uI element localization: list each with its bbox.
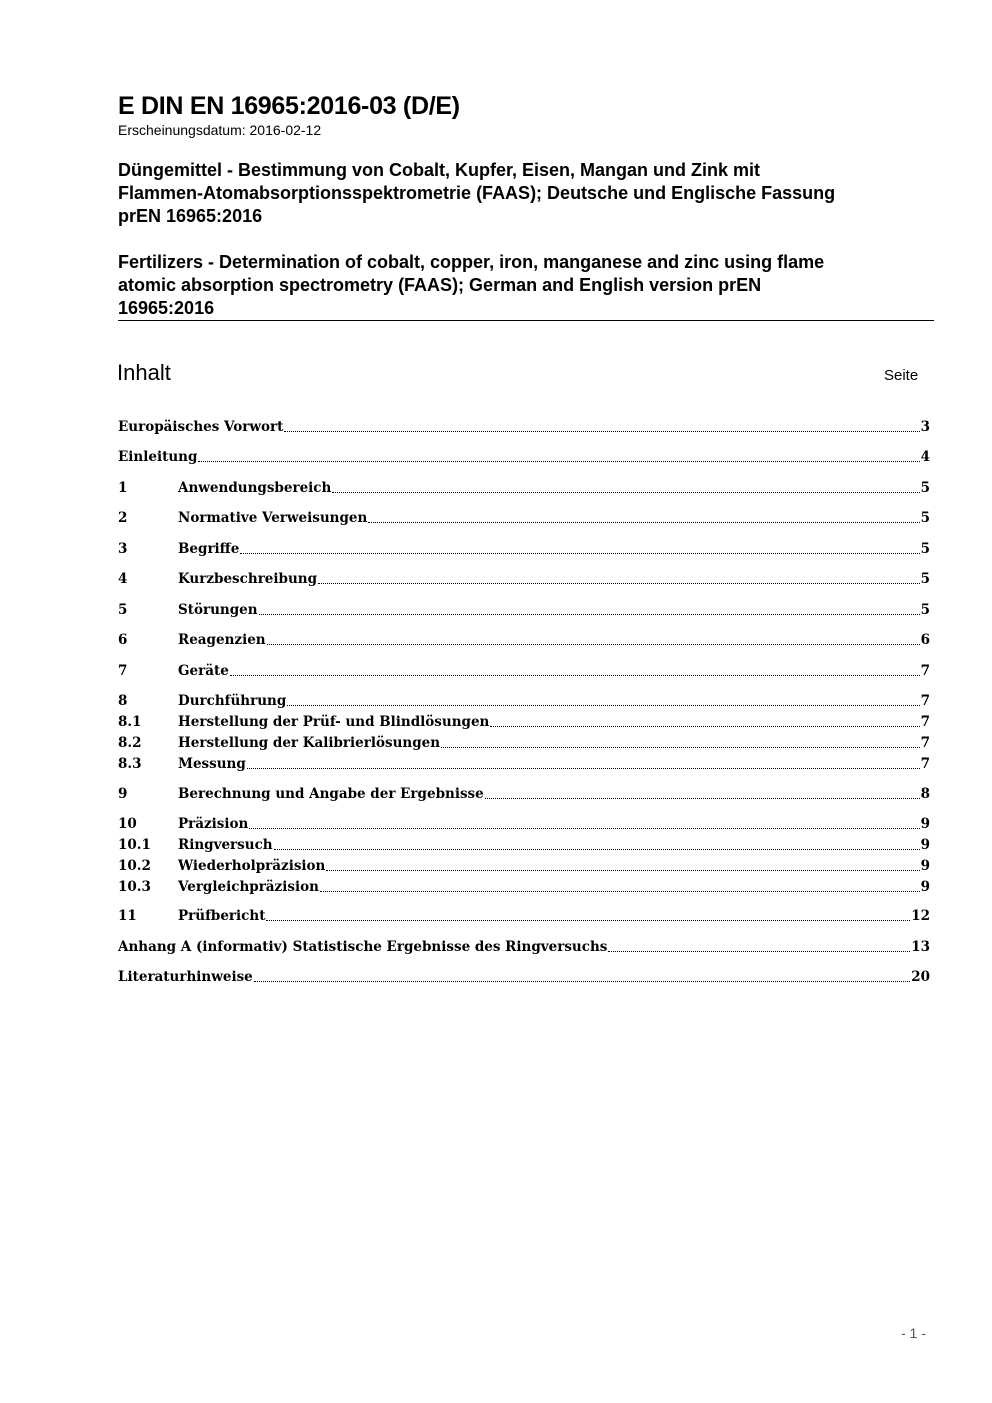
toc-entry-title: Normative Verweisungen <box>178 510 368 526</box>
toc-entry-number: 6 <box>118 632 128 648</box>
toc-dot-leader <box>249 827 919 829</box>
toc-entry[interactable] <box>118 478 930 498</box>
toc-entry[interactable] <box>118 508 930 528</box>
toc-entry-title: Geräte <box>178 663 229 679</box>
toc-entry-title: Störungen <box>178 602 258 618</box>
toc-dot-leader <box>287 704 919 706</box>
toc-entry-number: 9 <box>118 786 128 802</box>
toc-entry-title: Einleitung <box>118 449 198 465</box>
toc-entry-page: 9 <box>920 879 930 895</box>
toc-entry-page: 9 <box>920 858 930 874</box>
toc-entry[interactable] <box>118 691 930 711</box>
toc-dot-leader <box>247 767 920 769</box>
toc-dot-leader <box>332 491 919 493</box>
toc-entry[interactable] <box>118 754 930 774</box>
toc-entry-number: 10.2 <box>118 858 151 874</box>
toc-entry-page: 4 <box>920 449 930 465</box>
document-id: E DIN EN 16965:2016-03 (D/E) <box>118 92 460 120</box>
toc-dot-leader <box>320 890 920 892</box>
toc-dot-leader <box>441 746 920 748</box>
toc-dot-leader <box>240 552 919 554</box>
toc-entry-page: 20 <box>911 969 930 985</box>
toc-entry[interactable] <box>118 600 930 620</box>
toc-entry-title: Anwendungsbereich <box>178 480 332 496</box>
german-title-line: Düngemittel - Bestimmung von Cobalt, Kupfer, Eisen, Mangan und Zink mit <box>118 160 761 180</box>
toc-entry-title: Kurzbeschreibung <box>178 571 318 587</box>
toc-entry[interactable] <box>118 835 930 855</box>
toc-entry-number: 3 <box>118 541 128 557</box>
toc-entry-page: 7 <box>920 663 930 679</box>
toc-entry-page: 7 <box>920 714 930 730</box>
toc-entry-page: 8 <box>920 786 930 802</box>
toc-entry[interactable] <box>118 417 930 437</box>
toc-entry-number: 11 <box>118 908 137 924</box>
toc-entry-page: 5 <box>920 480 930 496</box>
toc-entry-number: 2 <box>118 510 128 526</box>
toc-entry-page: 7 <box>920 756 930 772</box>
toc-entry-title: Begriffe <box>178 541 240 557</box>
toc-entry-title: Präzision <box>178 816 249 832</box>
toc-dot-leader <box>198 460 919 462</box>
toc-dot-leader <box>267 643 920 645</box>
toc-entry-title: Messung <box>178 756 246 772</box>
toc-entry-title: Durchführung <box>178 693 287 709</box>
toc-entry-title: Vergleichpräzision <box>178 879 319 895</box>
toc-entry[interactable] <box>118 569 930 589</box>
toc-entry[interactable] <box>118 712 930 732</box>
toc-dot-leader <box>318 582 920 584</box>
toc-entry-page: 7 <box>920 735 930 751</box>
toc-entry-page: 5 <box>920 510 930 526</box>
toc-dot-leader <box>490 725 919 727</box>
toc-entry-page: 12 <box>911 908 930 924</box>
toc-entry[interactable] <box>118 733 930 753</box>
toc-entry[interactable] <box>118 814 930 834</box>
toc-entry-number: 1 <box>118 480 128 496</box>
toc-entry[interactable] <box>118 906 930 926</box>
toc-dot-leader <box>266 919 910 921</box>
page-number: - 1 - <box>901 1325 926 1341</box>
toc-entry-number: 4 <box>118 571 128 587</box>
toc-entry[interactable] <box>118 630 930 650</box>
toc-dot-leader <box>274 848 920 850</box>
toc-page-column-label: Seite <box>884 367 919 384</box>
toc-heading: Inhalt <box>117 360 171 385</box>
toc-entry-number: 10.1 <box>118 837 151 853</box>
toc-entry-title: Prüfbericht <box>178 908 266 924</box>
english-title-line: Fertilizers - Determination of cobalt, copper, iron, manganese and zinc using flame <box>118 252 825 272</box>
toc-entry-title: Herstellung der Kalibrierlösungen <box>178 735 441 751</box>
toc-entry-title: Wiederholpräzision <box>178 858 326 874</box>
toc-entry[interactable] <box>118 937 930 957</box>
german-title <box>118 159 928 228</box>
toc-entry[interactable] <box>118 447 930 467</box>
toc-entry-number: 10 <box>118 816 137 832</box>
toc-entry-number: 5 <box>118 602 128 618</box>
toc-entry-title: Ringversuch <box>178 837 273 853</box>
toc-dot-leader <box>326 869 919 871</box>
toc-entry-page: 9 <box>920 816 930 832</box>
toc-dot-leader <box>485 797 920 799</box>
toc-entry-number: 7 <box>118 663 128 679</box>
toc-dot-leader <box>254 980 910 982</box>
toc-dot-leader <box>608 950 910 952</box>
toc-dot-leader <box>284 430 919 432</box>
toc-entry[interactable] <box>118 967 930 987</box>
toc-entry-page: 13 <box>911 939 930 955</box>
toc-dot-leader <box>230 674 920 676</box>
toc-entry-page: 5 <box>920 602 930 618</box>
toc-entry-number: 10.3 <box>118 879 151 895</box>
toc-entry[interactable] <box>118 784 930 804</box>
toc-entry-number: 8.2 <box>118 735 142 751</box>
toc-entry[interactable] <box>118 661 930 681</box>
toc-entry-page: 7 <box>920 693 930 709</box>
german-title-line: prEN 16965:2016 <box>118 206 263 226</box>
toc-entry[interactable] <box>118 856 930 876</box>
toc-entry-page: 6 <box>920 632 930 648</box>
toc-entry[interactable] <box>118 539 930 559</box>
toc-entry-page: 9 <box>920 837 930 853</box>
title-divider <box>118 320 934 321</box>
toc-entry-number: 8 <box>118 693 128 709</box>
english-title-line: atomic absorption spectrometry (FAAS); German and English version prEN <box>118 275 762 295</box>
publication-date: Erscheinungsdatum: 2016-02-12 <box>118 122 322 138</box>
toc-entry-title: Berechnung und Angabe der Ergebnisse <box>178 786 484 802</box>
toc-entry-title: Europäisches Vorwort <box>118 419 284 435</box>
english-title-line: 16965:2016 <box>118 298 215 318</box>
toc-entry-title: Anhang A (informativ) Statistische Ergebnisse des Ringversuchs <box>118 939 608 955</box>
toc-entry-number: 8.1 <box>118 714 142 730</box>
toc-entry-title: Herstellung der Prüf- und Blindlösungen <box>178 714 490 730</box>
toc-entry-title: Literaturhinweise <box>118 969 253 985</box>
german-title-line: Flammen-Atomabsorptionsspektrometrie (FAAS); Deutsche und Englische Fassung <box>118 183 836 203</box>
toc-entry[interactable] <box>118 877 930 897</box>
toc-dot-leader <box>368 521 919 523</box>
toc-entry-page: 3 <box>920 419 930 435</box>
english-title <box>118 251 928 320</box>
toc-dot-leader <box>259 613 920 615</box>
toc-entry-page: 5 <box>920 571 930 587</box>
toc-entry-number: 8.3 <box>118 756 142 772</box>
toc-entry-title: Reagenzien <box>178 632 266 648</box>
toc-entry-page: 5 <box>920 541 930 557</box>
